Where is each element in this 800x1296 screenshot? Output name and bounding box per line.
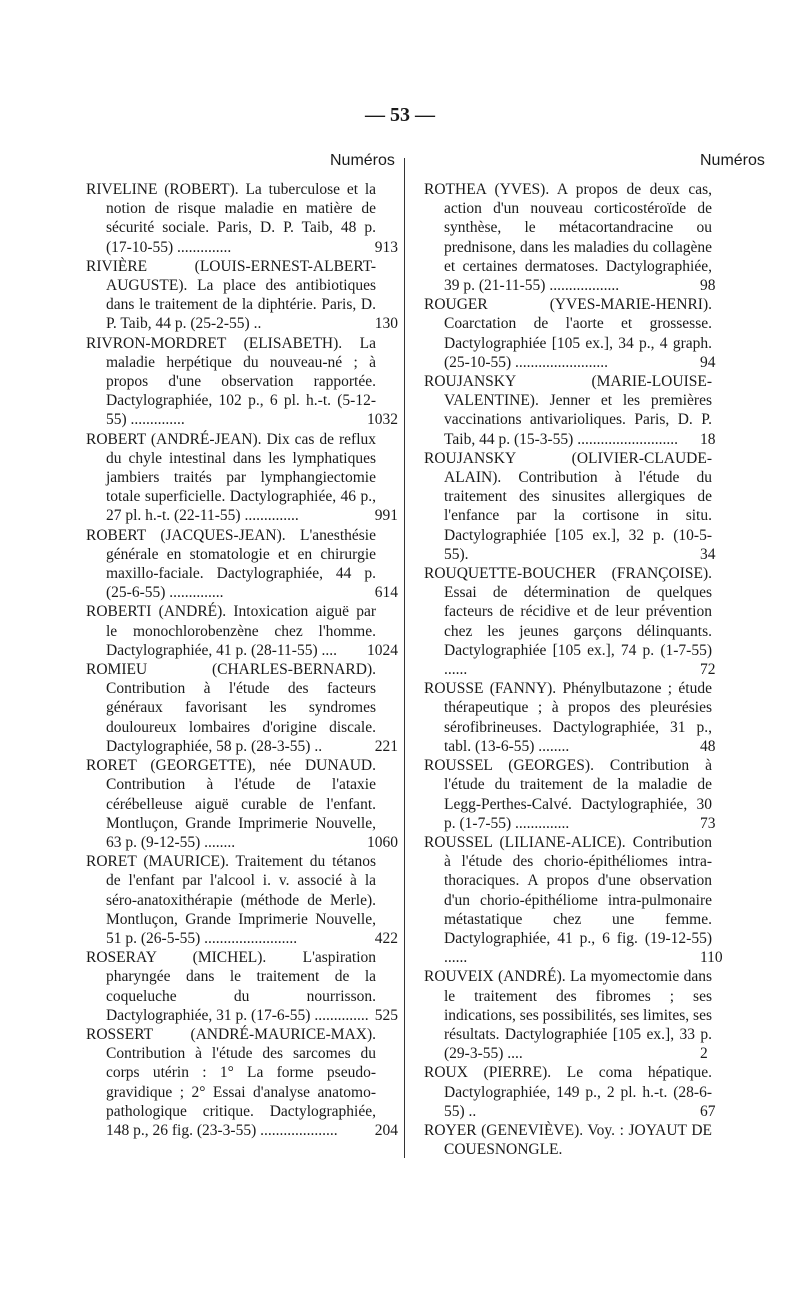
bibliography-entry	[86, 430, 398, 526]
entry-number: 991	[374, 507, 398, 525]
entry-number: 34	[700, 545, 716, 563]
entry-text: ROTHEA (YVES). A propos de deux cas, action d'un nouveau corticostéroïde de synthèse, le métacortandracine ou prednisone, dans les maladies du collagène et certaines dermatoses. Dactylographiée, 39 p. (21-11-55) ..................	[424, 181, 712, 295]
bibliography-entry	[424, 679, 800, 756]
entry-text: ROUSSE (FANNY). Phénylbutazone ; étude thérapeutique ; à propos des pleurésies sérofibrineuses. Dactylographiée, 31 p., tabl. (13-6-55) ........	[424, 680, 712, 755]
entry-number: 98	[700, 277, 716, 295]
entry-text: ROUSSEL (LILIANE-ALICE). Contribution à l'étude des chorio-épithéliomes intra-thoraciques. A propos d'une observation d'un chorio-épithéliome intra-pulmonaire métastatique chez une femme. Dactylographiée, 41 p., 6 fig. (19-12-55) ......	[424, 833, 712, 967]
entry-text: ROUJANSKY (MARIE-LOUISE-VALENTINE). Jenner et les premières vaccinations antivarioliques. Paris, D. P. Taib, 44 p. (15-3-55) ..........................	[424, 373, 712, 448]
bibliography-entry	[86, 852, 398, 948]
bibliography-entry	[424, 756, 800, 833]
entry-number: 913	[374, 238, 398, 256]
entry-text: ROSSERT (ANDRÉ-MAURICE-MAX). Contribution à l'étude des sarcomes du corps utérin : 1° La forme pseudo-gravidique ; 2° Essai d'analyse anatomo-pathologique critique. Dactylographiée, 148 p., 26 fig. (23-3-55) ....................	[86, 1025, 376, 1139]
column-header-left: Numéros	[330, 152, 395, 169]
entry-number: 110	[700, 949, 723, 967]
bibliography-entry	[424, 372, 800, 449]
entry-text: ROBERT (JACQUES-JEAN). L'anesthésie générale en stomatologie et en chirurgie maxillo-faciale. Dactylographiée, 44 p. (25-6-55) ..............	[86, 526, 376, 602]
entry-text: ROBERTI (ANDRÉ). Intoxication aiguë par le monochlorobenzène chez l'homme. Dactylographiée, 41 p. (28-11-55) ....	[86, 603, 376, 659]
bibliography-entry	[86, 180, 398, 257]
bibliography-entry	[424, 1063, 800, 1121]
bibliography-entry	[86, 602, 398, 660]
bibliography-entry	[86, 1025, 398, 1140]
entry-number: 72	[700, 661, 716, 679]
entry-number: 94	[700, 353, 716, 371]
bibliography-entry	[86, 660, 398, 756]
bibliography-entry	[424, 564, 800, 679]
column-divider	[404, 158, 405, 1158]
bibliography-entry	[86, 526, 398, 603]
entry-number: 1060	[367, 833, 398, 851]
entry-number: 2	[700, 1045, 708, 1063]
entry-text: RIVELINE (ROBERT). La tuberculose et la notion de risque maladie en matière de sécurité sociale. Paris, D. P. Taib, 48 p. (17-10-55) ..............	[86, 181, 376, 256]
entry-number: 18	[700, 430, 716, 448]
entry-text: RIVRON-MORDRET (ELISABETH). La maladie herpétique du nouveau-né ; à propos d'une observation rapportée. Dactylographiée, 102 p., 6 pl. h.-t. (5-12-55) ..............	[86, 334, 376, 429]
bibliography-entry	[86, 257, 398, 334]
entry-text: ROSERAY (MICHEL). L'aspiration pharyngée dans le traitement de la coqueluche du nourrisson. Dactylographiée, 31 p. (17-6-55) ..............	[86, 949, 376, 1024]
left-column	[86, 180, 398, 1140]
entry-number: 221	[374, 737, 398, 755]
page-number: — 53 —	[365, 104, 435, 126]
entry-number: 614	[374, 584, 398, 602]
entry-number: 1032	[367, 411, 398, 429]
bibliography-entry	[424, 449, 800, 564]
entry-text: ROUJANSKY (OLIVIER-CLAUDE-ALAIN). Contribution à l'étude du traitement des sinusites allergiques de l'enfance par la cortisone in situ. Dactylographiée [105 ex.], 32 p. (10-5-55).	[424, 449, 712, 563]
bibliography-entry	[424, 295, 800, 372]
entry-text: RIVIÈRE (LOUIS-ERNEST-ALBERT-AUGUSTE). La place des antibiotiques dans le traitement de la diphtérie. Paris, D. P. Taib, 44 p. (25-2-55) ..	[86, 257, 376, 333]
entry-number: 422	[374, 929, 398, 947]
bibliography-entry	[86, 334, 398, 430]
entry-text: ROBERT (ANDRÉ-JEAN). Dix cas de reflux du chyle intestinal dans les lymphatiques jambiers traités par lymphangiectomie totale superficielle. Dactylographiée, 46 p., 27 pl. h.-t. (22-11-55) ..............	[86, 430, 376, 525]
entry-text: ROUQUETTE-BOUCHER (FRANÇOISE). Essai de détermination de quelques facteurs de récidive et de leur prévention chez les jeunes garçons délinquants. Dactylographiée [105 ex.], 74 p. (1-7-55) ......	[424, 565, 712, 679]
entry-number: 1024	[367, 641, 398, 659]
bibliography-entry	[424, 1121, 800, 1159]
bibliography-entry	[424, 833, 800, 967]
bibliography-entry	[424, 967, 800, 1063]
entry-text: ROYER (GENEVIÈVE). Voy. : JOYAUT DE COUESNONGLE.	[424, 1121, 712, 1159]
entry-text: ROUSSEL (GEORGES). Contribution à l'étude du traitement de la maladie de Legg-Perthes-Calvé. Dactylographiée, 30 p. (1-7-55) ..............	[424, 757, 712, 832]
right-column	[424, 180, 800, 1159]
entry-number: 204	[374, 1121, 398, 1139]
entry-number: 525	[374, 1006, 398, 1024]
entry-text: ROUGER (YVES-MARIE-HENRI). Coarctation de l'aorte et grossesse. Dactylographiée [105 ex.], 34 p., 4 graph. (25-10-55) ........................	[424, 296, 712, 371]
entry-number: 130	[374, 315, 398, 333]
entry-text: ROMIEU (CHARLES-BERNARD). Contribution à l'étude des facteurs généraux favorisant les syndromes douloureux lombaires d'origine discale. Dactylographiée, 58 p. (28-3-55) ..	[86, 661, 376, 755]
entry-text: ROUX (PIERRE). Le coma hépatique. Dactylographiée, 149 p., 2 pl. h.-t. (28-6-55) ..	[424, 1064, 712, 1120]
entry-number: 67	[700, 1102, 716, 1120]
bibliography-entry	[424, 180, 800, 295]
entry-number: 73	[700, 814, 716, 832]
entry-number: 48	[700, 737, 716, 755]
entry-text: RORET (MAURICE). Traitement du tétanos de l'enfant par l'alcool i. v. associé à la séro-anatoxithérapie (méthode de Merle). Montluçon, Grande Imprimerie Nouvelle, 51 p. (26-5-55) ........................	[86, 853, 376, 947]
entry-text: ROUVEIX (ANDRÉ). La myomectomie dans le traitement des fibromes ; ses indications, ses possibilités, ses limites, ses résultats. Dactylographiée [105 ex.], 33 p. (29-3-55) ....	[424, 968, 712, 1063]
entry-text: RORET (GEORGETTE), née DUNAUD. Contribution à l'étude de l'ataxie cérébelleuse aiguë curable de l'enfant. Montluçon, Grande Imprimerie Nouvelle, 63 p. (9-12-55) ........	[86, 757, 376, 851]
bibliography-entry	[86, 948, 398, 1025]
column-header-right: Numéros	[700, 152, 765, 169]
bibliography-entry	[86, 756, 398, 852]
